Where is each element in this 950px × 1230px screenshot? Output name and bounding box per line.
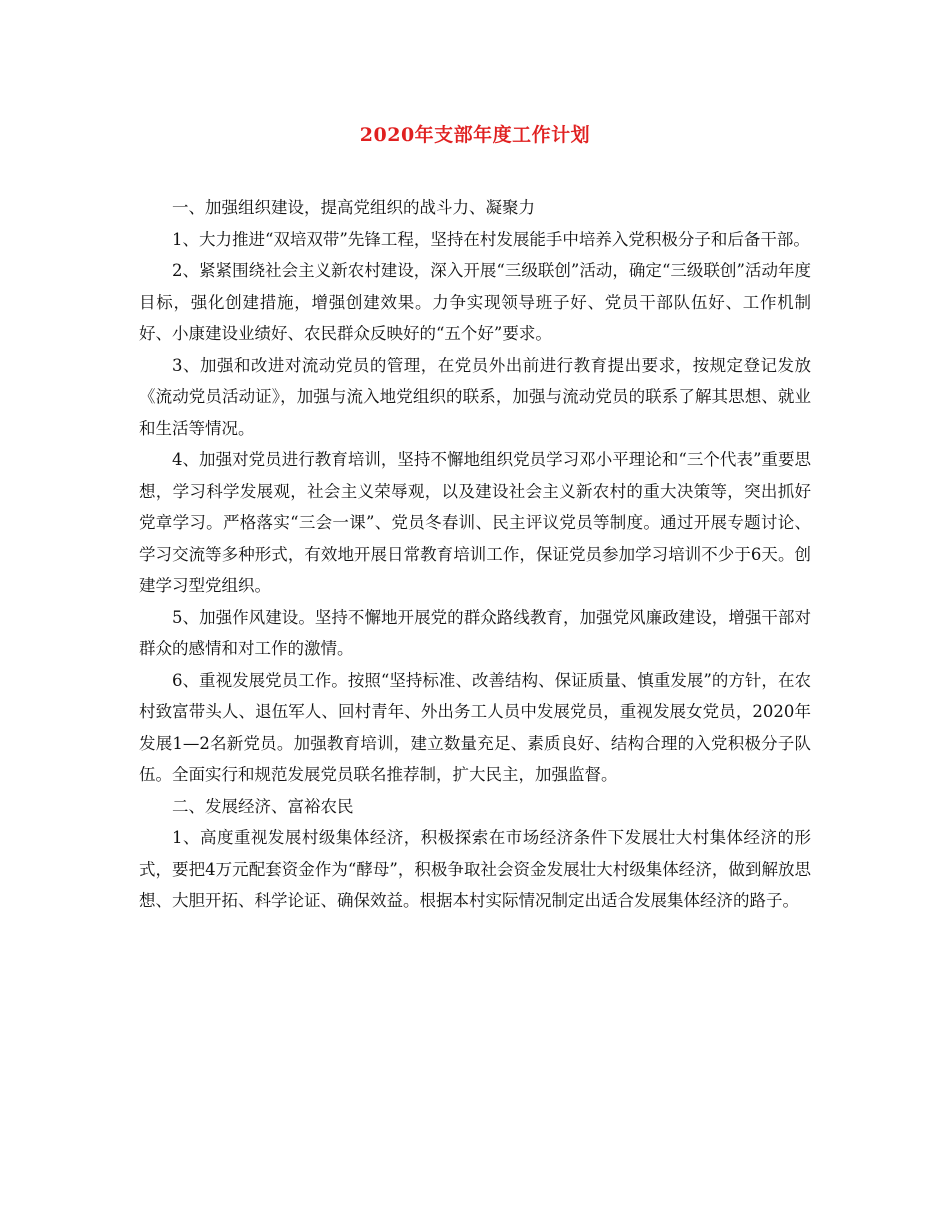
section-heading-1: 一、加强组织建设，提高党组织的战斗力、凝聚力 (172, 198, 535, 217)
paragraph-1-4: 4、加强对党员进行教育培训，坚持不懈地组织党员学习邓小平理论和“三个代表”重要思想，学习科学发展观，社会主义荣辱观，以及建设社会主义新农村的重大决策等，突出抓好党章学习。严格落实“三会一课”、党员冬春训、民主评议党员等制度。通过开展专题讨论、学习交流等多种形式，有效地开展日常教育培训工作，保证党员参加学习培训不少于6天。创建学习型党组织。 (139, 450, 811, 595)
paragraph-1-1: 1、大力推进“双培双带”先锋工程，坚持在村发展能手中培养入党积极分子和后备干部。 (172, 229, 810, 249)
paragraph-1-6: 6、重视发展党员工作。按照“坚持标准、改善结构、保证质量、慎重发展”的方针，在农村致富带头人、退伍军人、回村青年、外出务工人员中发展党员，重视发展女党员，2020年发展1—2名新党员。加强教育培训，建立数量充足、素质良好、结构合理的入党积极分子队伍。全面实行和规范发展党员联名推荐制，扩大民主，加强监督。 (139, 670, 811, 784)
paragraph-1-2: 2、紧紧围绕社会主义新农村建设，深入开展“三级联创”活动，确定“三级联创”活动年度目标，强化创建措施，增强创建效果。力争实现领导班子好、党员干部队伍好、工作机制好、小康建设业绩好、农民群众反映好的“五个好”要求。 (139, 261, 811, 343)
paragraph-1-3: 3、加强和改进对流动党员的管理，在党员外出前进行教育提出要求，按规定登记发放《流动党员活动证》，加强与流入地党组织的联系，加强与流动党员的联系了解其思想、就业和生活等情况。 (139, 355, 811, 438)
section-heading-2: 二、发展经济、富裕农民 (172, 796, 354, 816)
document-body (139, 192, 811, 917)
document-title: 2020年支部年度工作计划 (359, 124, 591, 146)
paragraph-2-1: 1、高度重视发展村级集体经济，积极探索在市场经济条件下发展壮大村集体经济的形式，要把4万元配套资金作为“酵母”，积极争取社会资金发展壮大村级集体经济，做到解放思想、大胆开拓、科学论证、确保效益。根据本村实际情况制定出适合发展集体经济的路子。 (139, 828, 811, 910)
paragraph-1-5: 5、加强作风建设。坚持不懈地开展党的群众路线教育，加强党风廉政建设，增强干部对群众的感情和对工作的激情。 (139, 607, 811, 658)
